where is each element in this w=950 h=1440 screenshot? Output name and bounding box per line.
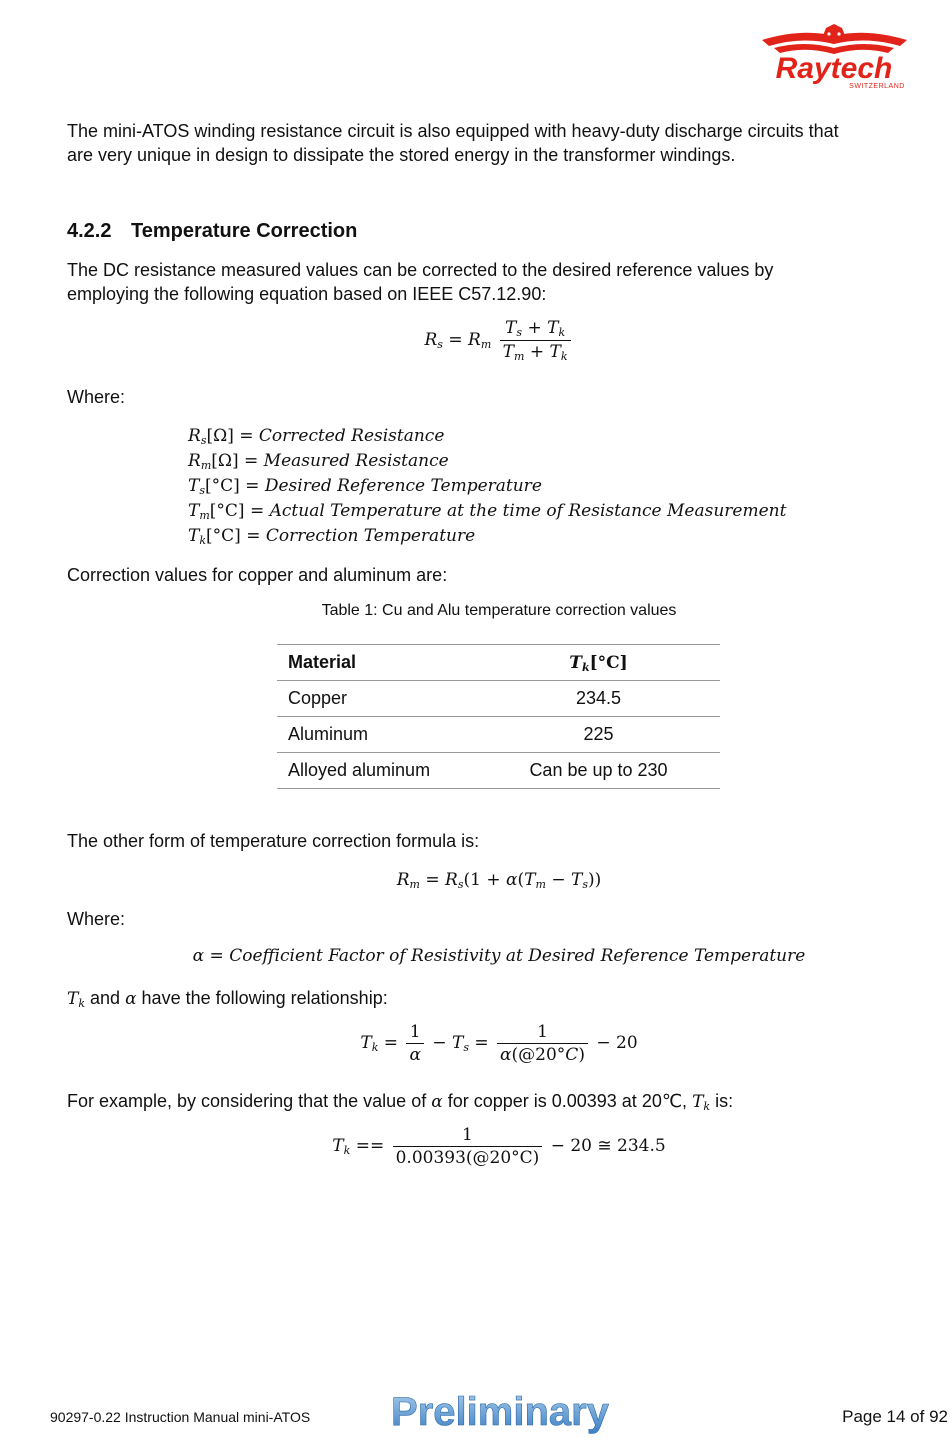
variable-definitions [188, 424, 786, 549]
section-paragraph [67, 258, 773, 306]
header-tk: $T_k[^\circ C]$ [477, 645, 720, 681]
intro-line-2: are very unique in design to dissipate the stored energy in the transformer windings. [67, 145, 736, 165]
equation-copper-example: $T_k$ == $\frac{1}{0.00393(@20^\circ C)}$ − 20 ≅ 234.5 [332, 1125, 666, 1168]
intro-line-1: The mini-ATOS winding resistance circuit is also equipped with heavy-duty discharge circuits that [67, 121, 839, 141]
header-material: Material [277, 645, 477, 681]
section-number: 4.2.2 [67, 220, 112, 242]
table-header-row [277, 645, 720, 681]
footer-document-id: 90297-0.22 Instruction Manual mini-ATOS [50, 1409, 311, 1425]
cell-material: Alloyed aluminum [277, 753, 477, 789]
other-form-intro: The other form of temperature correction formula is: [67, 831, 480, 851]
alpha-definition: α = Coefficient Factor of Resistivity at Desired Reference Temperature [192, 946, 806, 966]
correction-intro: Correction values for copper and aluminum are: [67, 565, 448, 585]
equation-alpha-form: $R_m = R_s(1 + \alpha(T_m - T_s))$ [396, 870, 602, 891]
footer-page-number: Page 14 of 92 [842, 1407, 948, 1426]
section-heading [67, 220, 357, 243]
table-row [277, 717, 720, 753]
watermark-text: Preliminary [391, 1390, 609, 1434]
equation-ieee-correction: $R_s = R_m$ $\frac{T_s + T_k}{T_m + T_k}$ [0, 318, 950, 363]
example-sentence: For example, by considering that the value of α for copper is 0.00393 at 20℃, $T_k$ is: [67, 1091, 734, 1113]
intro-paragraph [67, 119, 839, 167]
table-row [277, 753, 720, 789]
cell-tk: 234.5 [477, 681, 720, 717]
raytech-logo [742, 24, 927, 90]
cell-material: Copper [277, 681, 477, 717]
cell-tk: 225 [477, 717, 720, 753]
definition-row: $R_m[\Omega]$ = Measured Resistance [188, 451, 449, 472]
definition-row: $R_s[\Omega]$ = Corrected Resistance [188, 426, 445, 447]
where-label-1: Where: [67, 387, 126, 407]
definition-row: $T_s[^\circ C]$ = Desired Reference Temperature [188, 476, 542, 497]
logo-wordmark: Raytech [775, 52, 893, 85]
table-caption: Table 1: Cu and Alu temperature correction values [321, 602, 677, 619]
temperature-correction-table [277, 644, 720, 789]
section-para-line-1: The DC resistance measured values can be corrected to the desired reference values by [67, 260, 774, 280]
cell-material: Aluminum [277, 717, 477, 753]
where-label-2: Where: [67, 909, 126, 929]
preliminary-watermark [390, 1385, 610, 1435]
definition-row: $T_m[^\circ C]$ = Actual Temperature at the time of Resistance Measurement [188, 501, 787, 522]
cell-tk: Can be up to 230 [477, 753, 720, 789]
definition-row: $T_k[^\circ C]$ = Correction Temperature [188, 526, 476, 547]
logo-subtext: SWITZERLAND [849, 83, 905, 90]
section-para-line-2: employing the following equation based on IEEE C57.12.90: [67, 284, 547, 304]
equation-tk-relationship: $T_k$ = $\frac{1}{\alpha}$ − $T_s$ = $\frac{1}{\alpha(@20^\circ C)}$ − 20 [360, 1022, 638, 1065]
table-row [277, 681, 720, 717]
section-title: Temperature Correction [131, 220, 358, 242]
relationship-intro: $T_k$ and α have the following relationship: [67, 988, 388, 1010]
